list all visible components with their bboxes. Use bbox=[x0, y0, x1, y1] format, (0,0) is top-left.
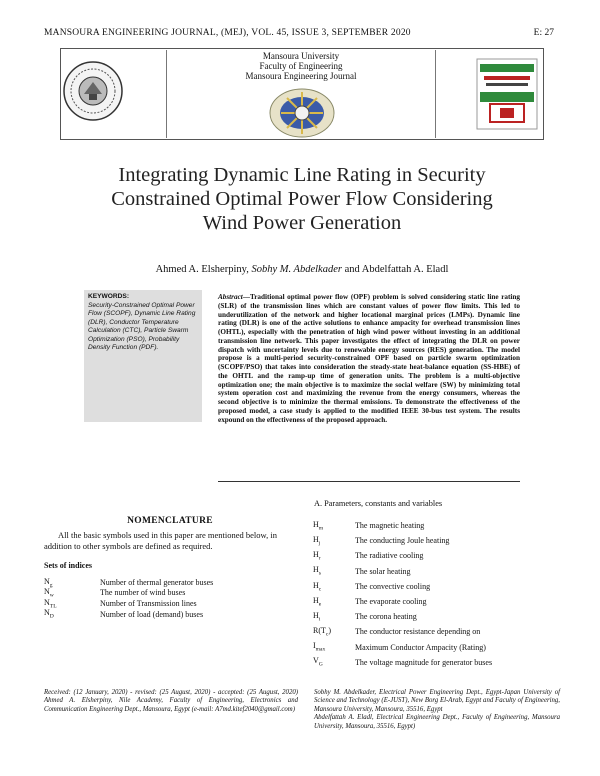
parameter-row bbox=[313, 594, 553, 609]
parameter-symbol: $H_e$ bbox=[313, 595, 322, 608]
set-row bbox=[44, 588, 296, 599]
parameter-symbol: $H_c$ bbox=[313, 580, 322, 593]
parameter-description: Maximum Conductor Ampacity (Rating) bbox=[355, 642, 486, 652]
author-1: Ahmed A. Elsherpiny, bbox=[155, 264, 252, 275]
sets-heading: Sets of indices bbox=[44, 561, 92, 570]
keywords-box bbox=[84, 290, 202, 422]
set-row bbox=[44, 577, 296, 588]
set-description: The number of wind buses bbox=[100, 588, 186, 598]
parameter-row bbox=[313, 579, 553, 594]
keywords-text: Security-Constrained Optimal Power Flow (SCOPF), Dynamic Line Rating (DLR), Conductor Temperature Calculation (CTC), Particle Swarm Optimization (PSO), Probability Density Function (PDF). bbox=[88, 301, 196, 351]
parameter-symbol: $H_j$ bbox=[313, 534, 321, 547]
paper-title bbox=[60, 163, 544, 235]
nomenclature-heading: NOMENCLATURE bbox=[127, 516, 213, 526]
parameter-symbol: $H_r$ bbox=[313, 550, 321, 562]
university-name: Mansoura University bbox=[262, 51, 340, 61]
footnote-author-3: Abdelfattah A. Eladl, Electrical Engineering Dept., Faculty of Engineering, Mansoura University, Mansoura, 35516, Egypt) bbox=[314, 714, 560, 730]
institution-block bbox=[166, 51, 436, 81]
parameter-symbol: $V_G$ bbox=[313, 656, 323, 669]
parameter-row bbox=[313, 609, 553, 624]
university-seal-icon bbox=[62, 60, 124, 122]
parameter-symbol: $I_{max}$ bbox=[313, 641, 326, 653]
parameter-description: The magnetic heating bbox=[355, 521, 425, 531]
set-description: Number of Transmission lines bbox=[100, 598, 197, 608]
parameter-symbol: $H_m$ bbox=[313, 519, 324, 532]
set-row bbox=[44, 609, 296, 620]
parameter-row bbox=[313, 533, 553, 548]
author-2: Sobhy M. Abdelkader bbox=[251, 264, 342, 275]
parameter-row bbox=[313, 640, 553, 655]
parameter-row bbox=[313, 655, 553, 670]
nomenclature-intro: All the basic symbols used in this paper are mentioned below, in addition to other symbols are defined as required. bbox=[44, 530, 277, 551]
parameters-list bbox=[313, 518, 553, 670]
faculty-name: Faculty of Engineering bbox=[259, 61, 343, 71]
parameter-symbol: $H_s$ bbox=[313, 565, 321, 577]
parameter-description: The convective cooling bbox=[355, 581, 431, 591]
parameter-symbol: $H_i$ bbox=[313, 610, 321, 623]
set-description: Number of load (demand) buses bbox=[100, 609, 204, 619]
parameter-description: The corona heating bbox=[355, 612, 417, 622]
parameter-row bbox=[313, 624, 553, 639]
parameter-description: The solar heating bbox=[355, 566, 411, 576]
author-3: and Abdelfattah A. Eladl bbox=[341, 264, 449, 275]
faculty-emblem-icon bbox=[267, 80, 337, 138]
parameter-description: The voltage magnitude for generator buses bbox=[355, 657, 493, 667]
title-line-1: Integrating Dynamic Line Rating in Security bbox=[118, 164, 486, 186]
journal-logo-icon bbox=[476, 58, 538, 130]
title-line-3: Wind Power Generation bbox=[202, 212, 402, 234]
set-row bbox=[44, 598, 296, 609]
parameter-description: The conducting Joule heating bbox=[355, 536, 450, 546]
abstract bbox=[218, 293, 520, 424]
author-list bbox=[60, 264, 544, 275]
sets-list bbox=[44, 577, 296, 619]
footnote-author-2: Sobhy M. Abdelkader, Electrical Power Engineering Dept., Egypt-Japan University of Science and Technology (E-JUST), New Borg El-Arab, Egypt and Faculty of Engineering, Mansoura University, Mansoura, 35516, Egypt bbox=[314, 689, 560, 713]
footnote-received: Received: (12 January, 2020) - revised: (25 August, 2020) - accepted: (25 August, 2020) Ahmed A. Elsherpiny, Nile Academy, Faculty of Engineering, Electronics and Communication Engineering Dept., Mansoura, Egypt (e-mail: A7md.kitef2040@gmail.com) bbox=[44, 689, 298, 713]
parameter-row bbox=[313, 548, 553, 563]
journal-name: Mansoura Engineering Journal bbox=[245, 71, 357, 81]
set-symbol: $N_D$ bbox=[44, 608, 54, 620]
parameter-row bbox=[313, 564, 553, 579]
keywords-heading: KEYWORDS: bbox=[88, 293, 130, 300]
title-line-2: Constrained Optimal Power Flow Considering bbox=[111, 188, 493, 210]
page-number: E: 27 bbox=[533, 28, 554, 38]
abstract-divider bbox=[218, 481, 520, 482]
parameter-description: The radiative cooling bbox=[355, 551, 424, 561]
abstract-label: Abstract bbox=[218, 293, 243, 301]
parameter-description: The conductor resistance depending on bbox=[355, 627, 481, 637]
parameters-heading: A. Parameters, constants and variables bbox=[314, 499, 443, 508]
parameter-row bbox=[313, 518, 553, 533]
set-symbol: $N_{TL}$ bbox=[44, 597, 57, 610]
set-description: Number of thermal generator buses bbox=[100, 577, 214, 587]
abstract-text: —Traditional optimal power flow (OPF) problem is solved considering static line rating (SLR) of the transmission lines which are constant values of power flow limits. This led to underutilization of the network and higher locational marginal prices (LMPs). Dynamic line rating (DLR) is one of the active solutions to enhance ampacity for overhead transmission lines (OHTL), especially with the penetration of high wind power without investing in an additional transmission line network. This paper investigates the effect of integrating the DLR on power dispatch with uncertainty levels due to renewable energy sources (RES) generation. The model propose is a multi-period security-constrained OPF based on particle swarm optimization (SCOPF/PSO) that takes into consideration the steady-state heat-balance equation (SS-HBE) of the OHTL and the ramp-up time of generation units. The problem is a multi-objective optimization one; the main objective is to maximize the social welfare (SW) by minimizing total system operation cost and maximizing the revenue from the energy consumers, whereas the second objective is to minimize the thermal emissions. To demonstrate the effectiveness of the proposed model, a case study is applied to the modified IEEE 30-bus test system. The results expound on the effectiveness of the proposed approach. bbox=[218, 293, 520, 424]
set-symbol: $N_g$ bbox=[44, 576, 53, 589]
parameter-symbol: $R(T_c)$ bbox=[313, 626, 332, 638]
footnote-affiliations bbox=[314, 689, 560, 731]
parameter-description: The evaporate cooling bbox=[355, 597, 427, 607]
set-symbol: $N_w$ bbox=[44, 587, 54, 599]
journal-header: MANSOURA ENGINEERING JOURNAL, (MEJ), VOL. 45, ISSUE 3, SEPTEMBER 2020 bbox=[44, 28, 411, 38]
